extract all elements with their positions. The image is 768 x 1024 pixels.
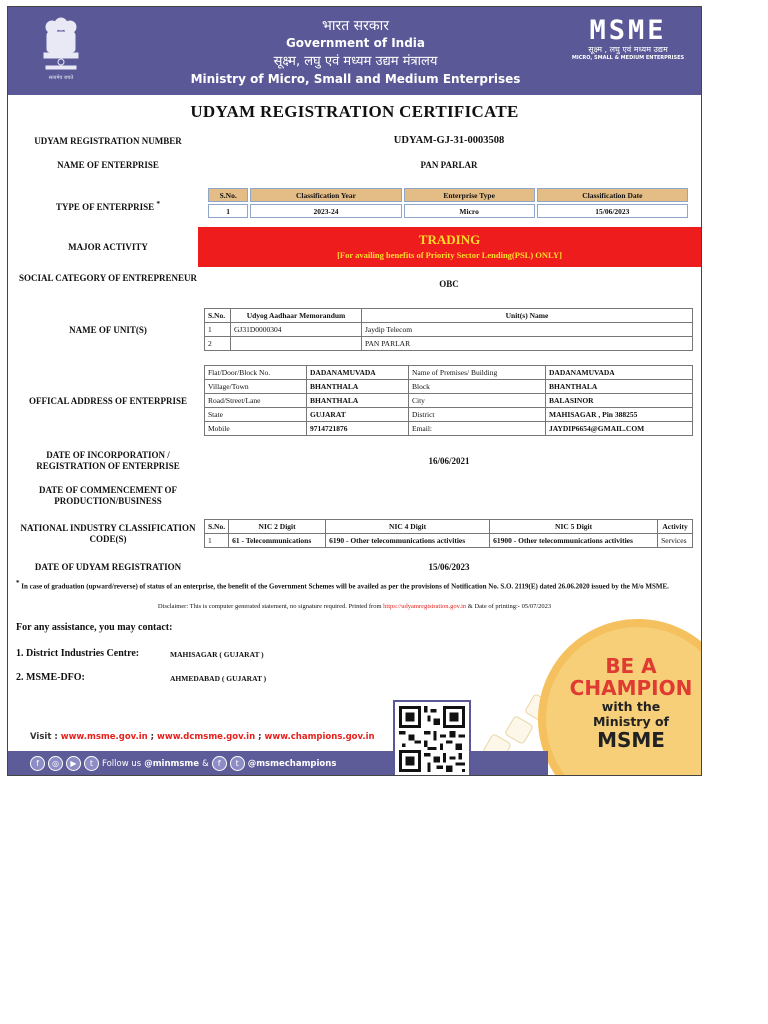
table-cell: Block	[409, 380, 546, 394]
table-cell	[231, 337, 362, 351]
national-emblem-icon	[38, 17, 84, 83]
table-cell: BHANTHALA	[546, 380, 693, 394]
table-cell: 1	[208, 204, 248, 218]
instagram-icon[interactable]: ◎	[48, 756, 63, 771]
msme-logo-hindi: सूक्ष्म , लघु एवं मध्यम उद्यम	[588, 45, 668, 54]
footnote-text: In case of graduation (upward/reverse) of status of an enterprise, the benefit of the Government Schemes will be availed as per the provisions of Notification No. S.O. 2119(E) dated 26.06.2020 issued by the M/o MSME.	[21, 582, 669, 591]
msme-site-link[interactable]: www.msme.gov.in	[60, 732, 148, 742]
handle-minmsme[interactable]: @minmsme	[144, 758, 200, 769]
disclaimer-link[interactable]: https://udyamregistration.gov.in	[383, 603, 467, 610]
facebook-icon[interactable]: f	[212, 756, 227, 771]
follow-label: Follow us	[102, 758, 142, 769]
social-category-value: OBC	[439, 279, 459, 289]
type-label	[14, 198, 202, 213]
table-cell: BHANTHALA	[307, 380, 409, 394]
disclaimer	[8, 603, 701, 610]
table-cell: 9714721876	[307, 422, 409, 436]
table-cell: Road/Street/Lane	[205, 394, 307, 408]
dic-value: MAHISAGAR ( GUJARAT )	[170, 650, 264, 659]
table-cell: 61900 - Other telecommunications activities	[490, 534, 658, 548]
table-cell: DADANAMUVADA	[546, 366, 693, 380]
classification-table	[206, 186, 690, 220]
table-cell: MAHISAGAR , Pin 388255	[546, 408, 693, 422]
table-cell: City	[409, 394, 546, 408]
nic-label: NATIONAL INDUSTRY CLASSIFICATION CODE(S)	[20, 523, 196, 544]
champion-line1: BE A	[605, 654, 657, 678]
table-cell: Village/Town	[205, 380, 307, 394]
table-cell: 6190 - Other telecommunications activities	[326, 534, 490, 548]
table-cell: Jaydip Telecom	[362, 323, 693, 337]
udyam-date-value: 15/06/2023	[428, 562, 470, 572]
country-name: Government of India	[285, 36, 426, 50]
table-cell: Flat/Door/Block No.	[205, 366, 307, 380]
dic-label: 1. District Industries Centre:	[16, 648, 140, 659]
type-asterisk: *	[156, 199, 161, 208]
twitter-icon[interactable]: t	[230, 756, 245, 771]
table-row	[205, 323, 693, 337]
incorporation-label: DATE OF INCORPORATION / REGISTRATION OF ENTERPRISE	[36, 450, 180, 471]
twitter-icon[interactable]: t	[84, 756, 99, 771]
table-row	[205, 337, 693, 351]
table-cell: Mobile	[205, 422, 307, 436]
units-table	[204, 308, 693, 351]
hindi-ministry: सूक्ष्म, लघु एवं मध्यम उद्यम मंत्रालय	[273, 54, 438, 69]
dfo-value: AHMEDABAD ( GUJARAT )	[170, 674, 267, 683]
table-cell: 61 - Telecommunications	[229, 534, 326, 548]
footnote-mark: *	[16, 579, 20, 587]
hindi-country: भारत सरकार	[322, 18, 389, 34]
dfo-label: 2. MSME-DFO:	[16, 672, 85, 683]
qr-code	[393, 700, 471, 776]
nic-header: NIC 5 Digit	[490, 520, 658, 534]
enterprise-name-value: PAN PARLAR	[420, 160, 478, 170]
champions-site-link[interactable]: www.champions.gov.in	[264, 732, 375, 742]
certificate	[7, 6, 702, 776]
major-activity-value: TRADING	[418, 232, 481, 247]
table-cell: JAYDIP6654@GMAIL.COM	[546, 422, 693, 436]
table-cell: Name of Premises/ Building	[409, 366, 546, 380]
government-heading	[188, 17, 523, 88]
table-row	[205, 380, 693, 394]
classification-header: Enterprise Type	[404, 188, 535, 202]
type-label-text: TYPE OF ENTERPRISE	[55, 202, 155, 212]
major-activity-label: MAJOR ACTIVITY	[68, 242, 148, 252]
header-banner	[8, 7, 701, 95]
msme-logo-word: MSME	[589, 15, 667, 46]
incorporation-value: 16/06/2021	[428, 456, 470, 466]
visit-links	[30, 732, 375, 742]
table-row	[205, 366, 693, 380]
table-cell: DADANAMUVADA	[307, 366, 409, 380]
udyam-date-label: DATE OF UDYAM REGISTRATION	[34, 562, 182, 572]
reg-number-label: UDYAM REGISTRATION NUMBER	[34, 136, 182, 146]
address-table	[204, 365, 693, 436]
table-cell: GUJARAT	[307, 408, 409, 422]
table-cell: 1	[205, 323, 231, 337]
classification-header: Classification Year	[250, 188, 401, 202]
disclaimer-after: & Date of printing:- 05/07/2023	[467, 603, 552, 610]
major-activity-box	[198, 227, 701, 267]
classification-header: S.No.	[208, 188, 248, 202]
nic-header: S.No.	[205, 520, 229, 534]
table-row	[205, 408, 693, 422]
disclaimer-before: Disclaimer: This is computer generated statement, no signature required. Printed from	[157, 603, 382, 610]
dcmsme-site-link[interactable]: www.dcmsme.gov.in	[157, 732, 256, 742]
table-cell: BALASINOR	[546, 394, 693, 408]
nic-header: Activity	[658, 520, 693, 534]
champion-line5: MSME	[597, 728, 665, 752]
table-row	[205, 422, 693, 436]
table-cell: State	[205, 408, 307, 422]
table-cell: Services	[658, 534, 693, 548]
champion-text	[556, 655, 702, 752]
separator: ;	[258, 732, 262, 742]
facebook-icon[interactable]: f	[30, 756, 45, 771]
msme-logo	[568, 17, 688, 62]
table-cell: BHANTHALA	[307, 394, 409, 408]
units-header: S.No.	[205, 309, 231, 323]
qr-code-icon	[399, 706, 465, 772]
table-cell: Micro	[404, 204, 535, 218]
handle-msmechampions[interactable]: @msmechampions	[247, 758, 337, 769]
ampersand: &	[202, 758, 209, 769]
social-category-label: SOCIAL CATEGORY OF ENTREPRENEUR	[18, 273, 198, 283]
table-row	[208, 204, 688, 218]
graduation-footnote	[16, 578, 694, 591]
table-cell: GJ31D0000304	[231, 323, 362, 337]
champion-line3: with the	[601, 699, 661, 714]
table-cell: 15/06/2023	[537, 204, 688, 218]
table-cell: District	[409, 408, 546, 422]
hexagon-decoration	[504, 715, 534, 745]
nic-header: NIC 4 Digit	[326, 520, 490, 534]
youtube-icon[interactable]: ▶	[66, 756, 81, 771]
emblem-motto: सत्यमेव जयते	[48, 75, 74, 81]
social-follow	[30, 756, 336, 771]
address-label: OFFICAL ADDRESS OF ENTERPRISE	[29, 396, 187, 406]
units-header: Udyog Aadhaar Memorandum	[231, 309, 362, 323]
champion-line4: Ministry of	[592, 714, 669, 729]
msme-logo-english: MICRO, SMALL & MEDIUM ENTERPRISES	[571, 55, 685, 61]
table-cell: 2023-24	[250, 204, 401, 218]
certificate-title: UDYAM REGISTRATION CERTIFICATE	[190, 102, 519, 121]
ministry-name: Ministry of Micro, Small and Medium Enterprises	[190, 72, 521, 86]
enterprise-name-label: NAME OF ENTERPRISE	[57, 160, 159, 170]
classification-header: Classification Date	[537, 188, 688, 202]
champion-line2: CHAMPION	[569, 676, 693, 700]
separator: ;	[150, 732, 155, 742]
units-label: NAME OF UNIT(S)	[69, 325, 147, 335]
table-cell: PAN PARLAR	[362, 337, 693, 351]
assistance-heading: For any assistance, you may contact:	[16, 622, 173, 633]
major-activity-note: [For availing benefits of Priority Sector Lending(PSL) ONLY]	[337, 250, 562, 260]
reg-number-value: UDYAM-GJ-31-0003508	[393, 135, 505, 146]
visit-label: Visit :	[30, 732, 58, 742]
table-row	[205, 534, 693, 548]
units-header: Unit(s) Name	[362, 309, 693, 323]
nic-header: NIC 2 Digit	[229, 520, 326, 534]
table-row	[205, 394, 693, 408]
table-cell: 2	[205, 337, 231, 351]
table-cell: 1	[205, 534, 229, 548]
commencement-label: DATE OF COMMENCEMENT OF PRODUCTION/BUSINESS	[38, 485, 178, 506]
nic-table	[204, 519, 693, 548]
table-cell: Email:	[409, 422, 546, 436]
